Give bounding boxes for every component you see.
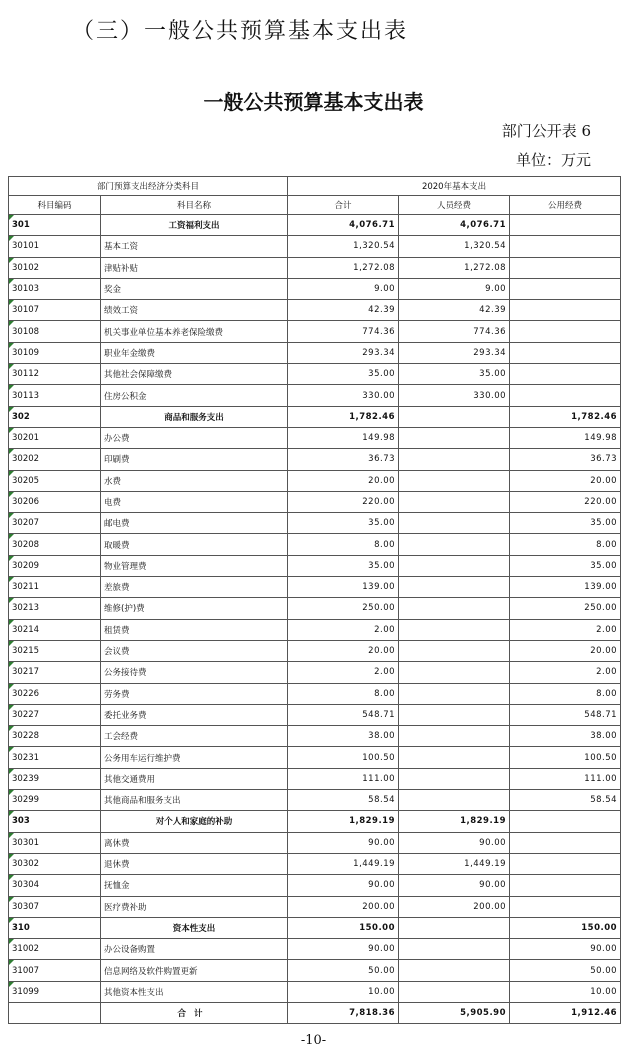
total-cell: 4,076.71 — [288, 215, 399, 236]
name-cell: 职业年金缴费 — [101, 342, 288, 363]
public-cell: 220.00 — [510, 491, 621, 512]
personnel-cell: 1,829.19 — [399, 811, 510, 832]
category-row — [9, 917, 621, 938]
name-cell: 水费 — [101, 470, 288, 491]
name-cell: 奖金 — [101, 278, 288, 299]
unit-label: 单位：万元 — [515, 151, 591, 169]
table-row — [9, 449, 621, 470]
total-cell: 330.00 — [288, 385, 399, 406]
public-cell: 35.00 — [510, 513, 621, 534]
table-header — [9, 177, 621, 215]
total-cell: 100.50 — [288, 747, 399, 768]
header-name: 科目名称 — [101, 196, 288, 215]
name-cell: 对个人和家庭的补助 — [101, 811, 288, 832]
total-cell: 38.00 — [288, 726, 399, 747]
public-cell: 20.00 — [510, 470, 621, 491]
name-cell: 工资福利支出 — [101, 215, 288, 236]
table-row — [9, 747, 621, 768]
code-cell: 30231 — [9, 747, 101, 768]
total-sum: 7,818.36 — [288, 1002, 399, 1023]
form-code: 部门公开表 6 — [501, 122, 591, 140]
table-row — [9, 619, 621, 640]
table-row — [9, 577, 621, 598]
personnel-cell: 774.36 — [399, 321, 510, 342]
public-cell: 38.00 — [510, 726, 621, 747]
name-cell: 其他商品和服务支出 — [101, 790, 288, 811]
public-cell — [510, 215, 621, 236]
total-cell: 8.00 — [288, 683, 399, 704]
table-row — [9, 321, 621, 342]
personnel-cell — [399, 704, 510, 725]
personnel-cell — [399, 577, 510, 598]
total-cell: 20.00 — [288, 640, 399, 661]
name-cell: 邮电费 — [101, 513, 288, 534]
public-cell — [510, 832, 621, 853]
code-cell: 310 — [9, 917, 101, 938]
table-row — [9, 513, 621, 534]
public-cell: 1,782.46 — [510, 406, 621, 427]
code-cell: 30108 — [9, 321, 101, 342]
total-cell: 50.00 — [288, 960, 399, 981]
public-cell: 111.00 — [510, 768, 621, 789]
code-cell: 30112 — [9, 364, 101, 385]
page-number: -10- — [300, 1033, 327, 1048]
name-cell: 办公设备购置 — [101, 939, 288, 960]
total-cell: 150.00 — [288, 917, 399, 938]
public-cell: 90.00 — [510, 939, 621, 960]
table-row — [9, 236, 621, 257]
name-cell: 信息网络及软件购置更新 — [101, 960, 288, 981]
budget-table — [8, 176, 621, 1024]
name-cell: 租赁费 — [101, 619, 288, 640]
personnel-cell: 90.00 — [399, 832, 510, 853]
table-row — [9, 278, 621, 299]
personnel-cell — [399, 683, 510, 704]
code-cell: 30299 — [9, 790, 101, 811]
public-cell: 548.71 — [510, 704, 621, 725]
name-cell: 取暖费 — [101, 534, 288, 555]
total-cell: 548.71 — [288, 704, 399, 725]
header-group-classification: 部门预算支出经济分类科目 — [9, 177, 288, 196]
total-cell: 58.54 — [288, 790, 399, 811]
code-cell: 30205 — [9, 470, 101, 491]
table-row — [9, 300, 621, 321]
table-row — [9, 683, 621, 704]
public-cell: 100.50 — [510, 747, 621, 768]
code-cell: 30107 — [9, 300, 101, 321]
total-cell: 35.00 — [288, 555, 399, 576]
personnel-cell: 35.00 — [399, 364, 510, 385]
personnel-cell — [399, 662, 510, 683]
code-cell: 31002 — [9, 939, 101, 960]
name-cell: 电费 — [101, 491, 288, 512]
code-cell: 30301 — [9, 832, 101, 853]
personnel-cell — [399, 449, 510, 470]
personnel-cell — [399, 768, 510, 789]
name-cell: 其他资本性支出 — [101, 981, 288, 1002]
personnel-cell: 9.00 — [399, 278, 510, 299]
name-cell: 工会经费 — [101, 726, 288, 747]
code-cell: 30214 — [9, 619, 101, 640]
code-cell: 30113 — [9, 385, 101, 406]
name-cell: 差旅费 — [101, 577, 288, 598]
name-cell: 会议费 — [101, 640, 288, 661]
code-cell: 30201 — [9, 427, 101, 448]
total-cell: 8.00 — [288, 534, 399, 555]
header-personnel: 人员经费 — [399, 196, 510, 215]
total-cell: 9.00 — [288, 278, 399, 299]
code-cell: 30102 — [9, 257, 101, 278]
table-row — [9, 981, 621, 1002]
code-cell: 30302 — [9, 853, 101, 874]
table-row — [9, 704, 621, 725]
public-cell: 50.00 — [510, 960, 621, 981]
public-cell: 10.00 — [510, 981, 621, 1002]
public-cell — [510, 257, 621, 278]
public-cell: 8.00 — [510, 683, 621, 704]
name-cell: 资本性支出 — [101, 917, 288, 938]
name-cell: 医疗费补助 — [101, 896, 288, 917]
total-cell: 90.00 — [288, 875, 399, 896]
public-cell: 8.00 — [510, 534, 621, 555]
table-row — [9, 662, 621, 683]
personnel-cell — [399, 470, 510, 491]
code-cell: 303 — [9, 811, 101, 832]
total-public: 1,912.46 — [510, 1002, 621, 1023]
public-cell: 58.54 — [510, 790, 621, 811]
total-cell: 1,272.08 — [288, 257, 399, 278]
personnel-cell: 293.34 — [399, 342, 510, 363]
table-row — [9, 875, 621, 896]
code-cell: 30208 — [9, 534, 101, 555]
code-cell: 30217 — [9, 662, 101, 683]
public-cell — [510, 364, 621, 385]
public-cell: 36.73 — [510, 449, 621, 470]
personnel-cell — [399, 939, 510, 960]
code-cell: 30202 — [9, 449, 101, 470]
total-cell: 220.00 — [288, 491, 399, 512]
public-cell: 35.00 — [510, 555, 621, 576]
table-row — [9, 960, 621, 981]
personnel-cell — [399, 598, 510, 619]
table-row — [9, 491, 621, 512]
category-row — [9, 811, 621, 832]
personnel-cell — [399, 790, 510, 811]
total-cell: 35.00 — [288, 513, 399, 534]
total-cell: 293.34 — [288, 342, 399, 363]
name-cell: 商品和服务支出 — [101, 406, 288, 427]
total-cell: 1,829.19 — [288, 811, 399, 832]
code-cell: 30207 — [9, 513, 101, 534]
personnel-cell — [399, 406, 510, 427]
code-cell: 30101 — [9, 236, 101, 257]
code-cell: 30239 — [9, 768, 101, 789]
name-cell: 住房公积金 — [101, 385, 288, 406]
name-cell: 其他社会保障缴费 — [101, 364, 288, 385]
code-cell: 302 — [9, 406, 101, 427]
code-cell: 30215 — [9, 640, 101, 661]
table-row — [9, 939, 621, 960]
code-cell: 30211 — [9, 577, 101, 598]
total-cell: 250.00 — [288, 598, 399, 619]
table-row — [9, 534, 621, 555]
total-cell: 2.00 — [288, 619, 399, 640]
name-cell: 物业管理费 — [101, 555, 288, 576]
header-group-year: 2020年基本支出 — [288, 177, 621, 196]
name-cell: 办公费 — [101, 427, 288, 448]
header-code: 科目编码 — [9, 196, 101, 215]
public-cell — [510, 342, 621, 363]
public-cell: 139.00 — [510, 577, 621, 598]
table-row — [9, 640, 621, 661]
name-cell: 印刷费 — [101, 449, 288, 470]
code-cell: 30103 — [9, 278, 101, 299]
category-row — [9, 215, 621, 236]
table-row — [9, 832, 621, 853]
personnel-cell: 330.00 — [399, 385, 510, 406]
total-cell: 90.00 — [288, 832, 399, 853]
personnel-cell — [399, 726, 510, 747]
table-row — [9, 853, 621, 874]
code-cell: 30226 — [9, 683, 101, 704]
name-cell: 委托业务费 — [101, 704, 288, 725]
public-cell: 250.00 — [510, 598, 621, 619]
public-cell: 20.00 — [510, 640, 621, 661]
total-cell: 35.00 — [288, 364, 399, 385]
total-cell: 1,320.54 — [288, 236, 399, 257]
public-cell: 150.00 — [510, 917, 621, 938]
table-row — [9, 342, 621, 363]
section-title: （三）一般公共预算基本支出表 — [72, 19, 409, 44]
name-cell: 其他交通费用 — [101, 768, 288, 789]
table-row — [9, 385, 621, 406]
name-cell: 退休费 — [101, 853, 288, 874]
category-row — [9, 406, 621, 427]
public-cell — [510, 896, 621, 917]
header-public: 公用经费 — [510, 196, 621, 215]
code-cell: 30307 — [9, 896, 101, 917]
personnel-cell — [399, 555, 510, 576]
name-cell: 抚恤金 — [101, 875, 288, 896]
personnel-cell: 200.00 — [399, 896, 510, 917]
personnel-cell — [399, 960, 510, 981]
code-cell: 30304 — [9, 875, 101, 896]
public-cell — [510, 853, 621, 874]
total-cell: 20.00 — [288, 470, 399, 491]
total-row — [9, 1002, 621, 1023]
total-cell: 10.00 — [288, 981, 399, 1002]
personnel-cell: 90.00 — [399, 875, 510, 896]
table-title: 一般公共预算基本支出表 — [203, 90, 424, 114]
total-label: 合计 — [101, 1002, 288, 1023]
public-cell — [510, 236, 621, 257]
table-row — [9, 598, 621, 619]
public-cell — [510, 875, 621, 896]
name-cell: 公务接待费 — [101, 662, 288, 683]
table-row — [9, 555, 621, 576]
personnel-cell — [399, 640, 510, 661]
public-cell — [510, 811, 621, 832]
personnel-cell — [399, 619, 510, 640]
code-cell: 30109 — [9, 342, 101, 363]
code-cell: 31007 — [9, 960, 101, 981]
code-cell: 30206 — [9, 491, 101, 512]
total-cell: 111.00 — [288, 768, 399, 789]
personnel-cell — [399, 513, 510, 534]
personnel-cell — [399, 491, 510, 512]
total-cell: 1,449.19 — [288, 853, 399, 874]
code-cell: 30213 — [9, 598, 101, 619]
personnel-cell — [399, 981, 510, 1002]
name-cell: 离休费 — [101, 832, 288, 853]
personnel-cell — [399, 427, 510, 448]
public-cell — [510, 278, 621, 299]
personnel-cell — [399, 917, 510, 938]
total-cell: 139.00 — [288, 577, 399, 598]
total-cell: 2.00 — [288, 662, 399, 683]
public-cell — [510, 321, 621, 342]
personnel-cell — [399, 534, 510, 555]
total-cell: 774.36 — [288, 321, 399, 342]
name-cell: 津贴补贴 — [101, 257, 288, 278]
personnel-cell: 4,076.71 — [399, 215, 510, 236]
table-row — [9, 427, 621, 448]
name-cell: 机关事业单位基本养老保险缴费 — [101, 321, 288, 342]
total-cell: 200.00 — [288, 896, 399, 917]
public-cell — [510, 385, 621, 406]
name-cell: 劳务费 — [101, 683, 288, 704]
code-cell: 30227 — [9, 704, 101, 725]
total-cell: 36.73 — [288, 449, 399, 470]
personnel-cell: 1,449.19 — [399, 853, 510, 874]
table-body — [9, 215, 621, 1003]
name-cell: 基本工资 — [101, 236, 288, 257]
table-row — [9, 896, 621, 917]
table-row — [9, 768, 621, 789]
total-cell: 42.39 — [288, 300, 399, 321]
public-cell: 2.00 — [510, 662, 621, 683]
public-cell: 2.00 — [510, 619, 621, 640]
total-cell: 149.98 — [288, 427, 399, 448]
name-cell: 绩效工资 — [101, 300, 288, 321]
name-cell: 公务用车运行维护费 — [101, 747, 288, 768]
header-total: 合计 — [288, 196, 399, 215]
code-cell: 30228 — [9, 726, 101, 747]
table-row — [9, 726, 621, 747]
personnel-cell — [399, 747, 510, 768]
public-cell: 149.98 — [510, 427, 621, 448]
code-cell: 30209 — [9, 555, 101, 576]
total-cell: 1,782.46 — [288, 406, 399, 427]
code-cell: 301 — [9, 215, 101, 236]
total-personnel: 5,905.90 — [399, 1002, 510, 1023]
table-row — [9, 364, 621, 385]
total-code-cell — [9, 1002, 101, 1023]
total-cell: 90.00 — [288, 939, 399, 960]
personnel-cell: 1,320.54 — [399, 236, 510, 257]
name-cell: 维修(护)费 — [101, 598, 288, 619]
personnel-cell: 42.39 — [399, 300, 510, 321]
table-row — [9, 470, 621, 491]
code-cell: 31099 — [9, 981, 101, 1002]
public-cell — [510, 300, 621, 321]
table-row — [9, 257, 621, 278]
table-row — [9, 790, 621, 811]
personnel-cell: 1,272.08 — [399, 257, 510, 278]
